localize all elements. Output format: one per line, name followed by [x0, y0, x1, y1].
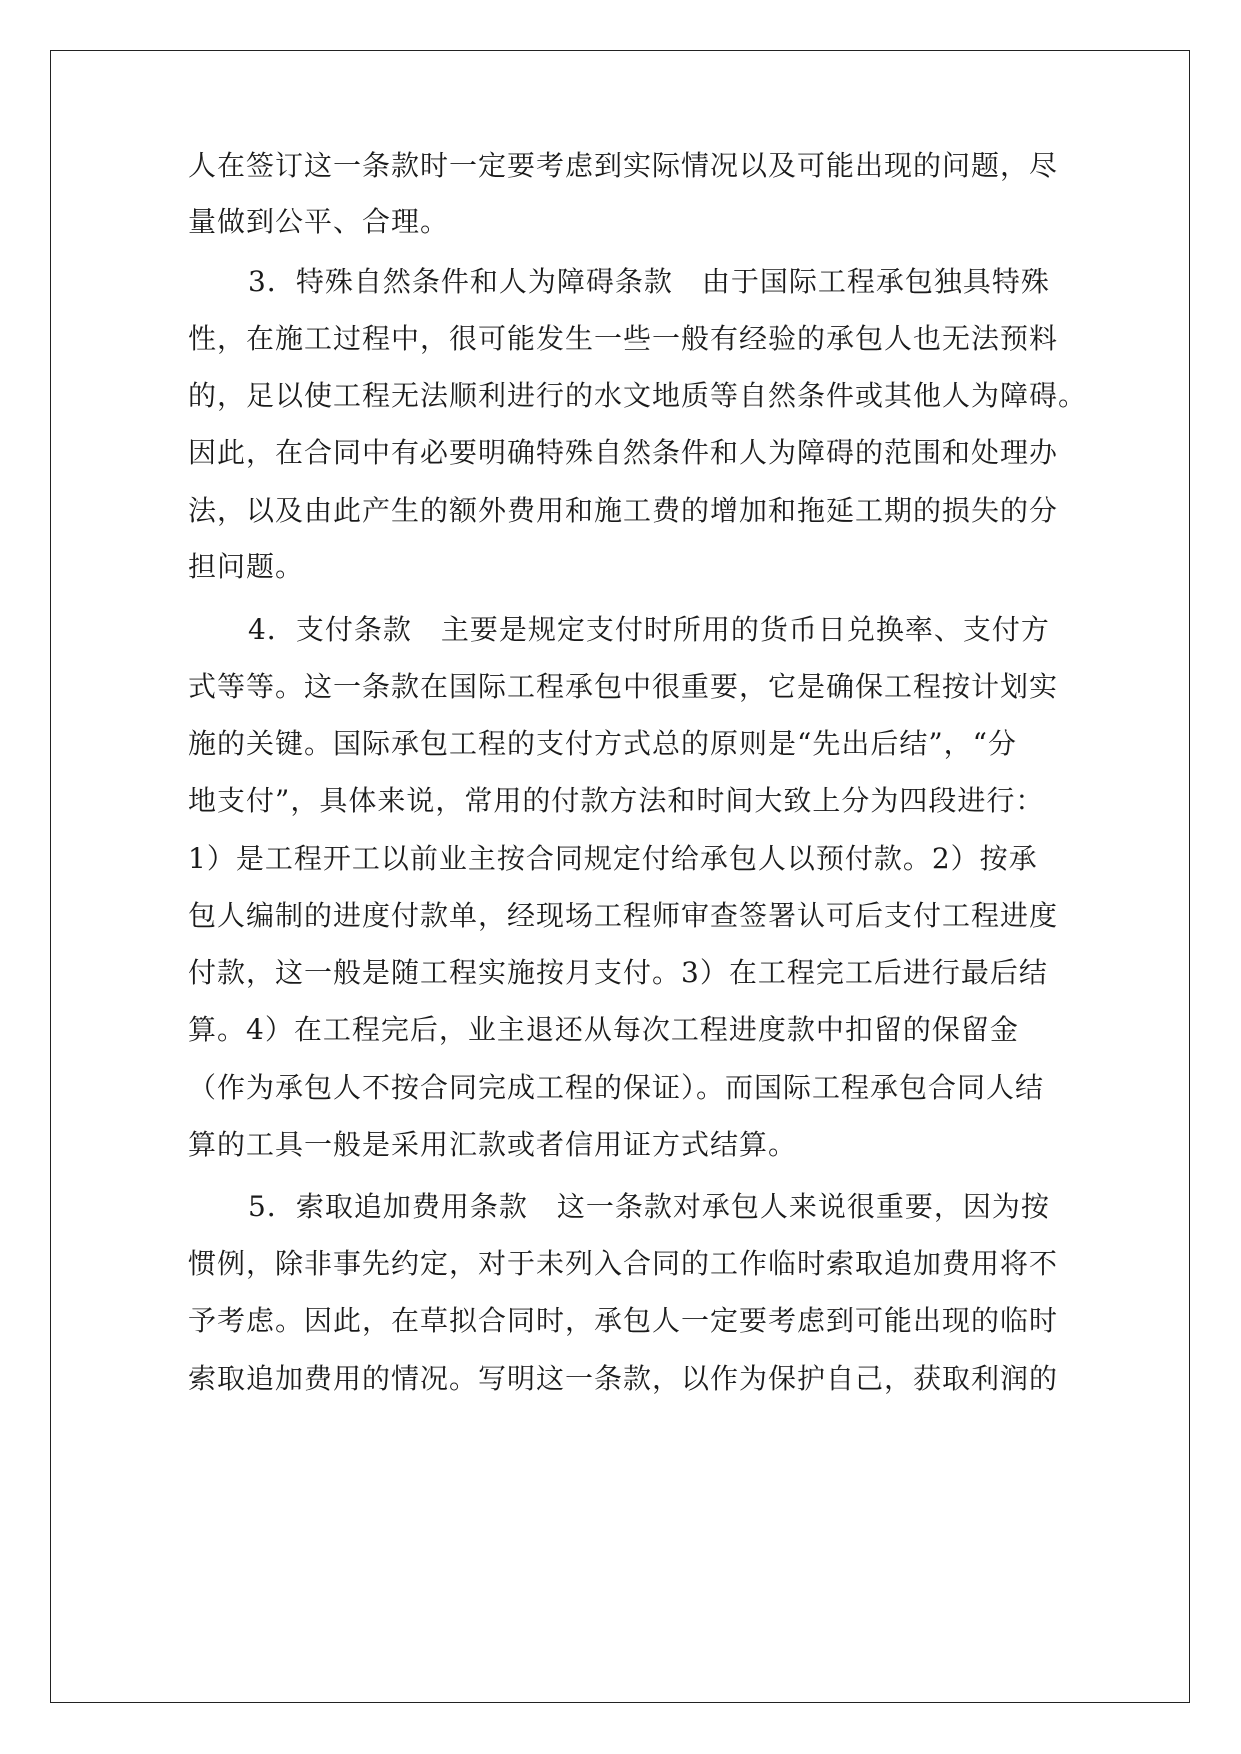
text-line: 4．支付条款 主要是规定支付时所用的货币日兑换率、支付方	[248, 613, 1050, 646]
text-line: 因此，在合同中有必要明确特殊自然条件和人为障碍的范围和处理办	[188, 436, 1059, 469]
text-line: 人在签订这一条款时一定要考虑到实际情况以及可能出现的问题，尽	[188, 149, 1059, 182]
text-line: 索取追加费用的情况。写明这一条款，以作为保护自己，获取利润的	[188, 1362, 1059, 1395]
text-line: 担问题。	[188, 550, 305, 583]
text-line: 式等等。这一条款在国际工程承包中很重要，它是确保工程按计划实	[188, 670, 1059, 703]
text-line: 包人编制的进度付款单，经现场工程师审查签署认可后支付工程进度	[188, 899, 1059, 932]
text-line: 1）是工程开工以前业主按合同规定付给承包人以预付款。2）按承	[188, 842, 1038, 875]
text-line: 的，足以使工程无法顺利进行的水文地质等自然条件或其他人为障碍。	[188, 379, 1088, 412]
text-line: 施的关键。国际承包工程的支付方式总的原则是“先出后结”，“分	[188, 727, 1017, 760]
text-line: 5．索取追加费用条款 这一条款对承包人来说很重要，因为按	[248, 1190, 1050, 1223]
text-line: 算的工具一般是采用汇款或者信用证方式结算。	[188, 1128, 798, 1161]
text-line: 法，以及由此产生的额外费用和施工费的增加和拖延工期的损失的分	[188, 494, 1059, 527]
text-line: 予考虑。因此，在草拟合同时，承包人一定要考虑到可能出现的临时	[188, 1304, 1059, 1337]
text-line: 付款，这一般是随工程实施按月支付。3）在工程完工后进行最后结	[188, 956, 1048, 989]
text-line: （作为承包人不按合同完成工程的保证）。而国际工程承包合同人结	[188, 1071, 1045, 1104]
text-line: 量做到公平、合理。	[188, 205, 450, 238]
text-line: 地支付”，具体来说，常用的付款方法和时间大致上分为四段进行：	[188, 784, 1045, 817]
text-line: 惯例，除非事先约定，对于未列入合同的工作临时索取追加费用将不	[188, 1247, 1059, 1280]
text-line: 性，在施工过程中，很可能发生一些一般有经验的承包人也无法预料	[188, 322, 1059, 355]
text-line: 算。4）在工程完后，业主退还从每次工程进度款中扣留的保留金	[188, 1013, 1019, 1046]
text-line: 3．特殊自然条件和人为障碍条款 由于国际工程承包独具特殊	[248, 265, 1050, 298]
